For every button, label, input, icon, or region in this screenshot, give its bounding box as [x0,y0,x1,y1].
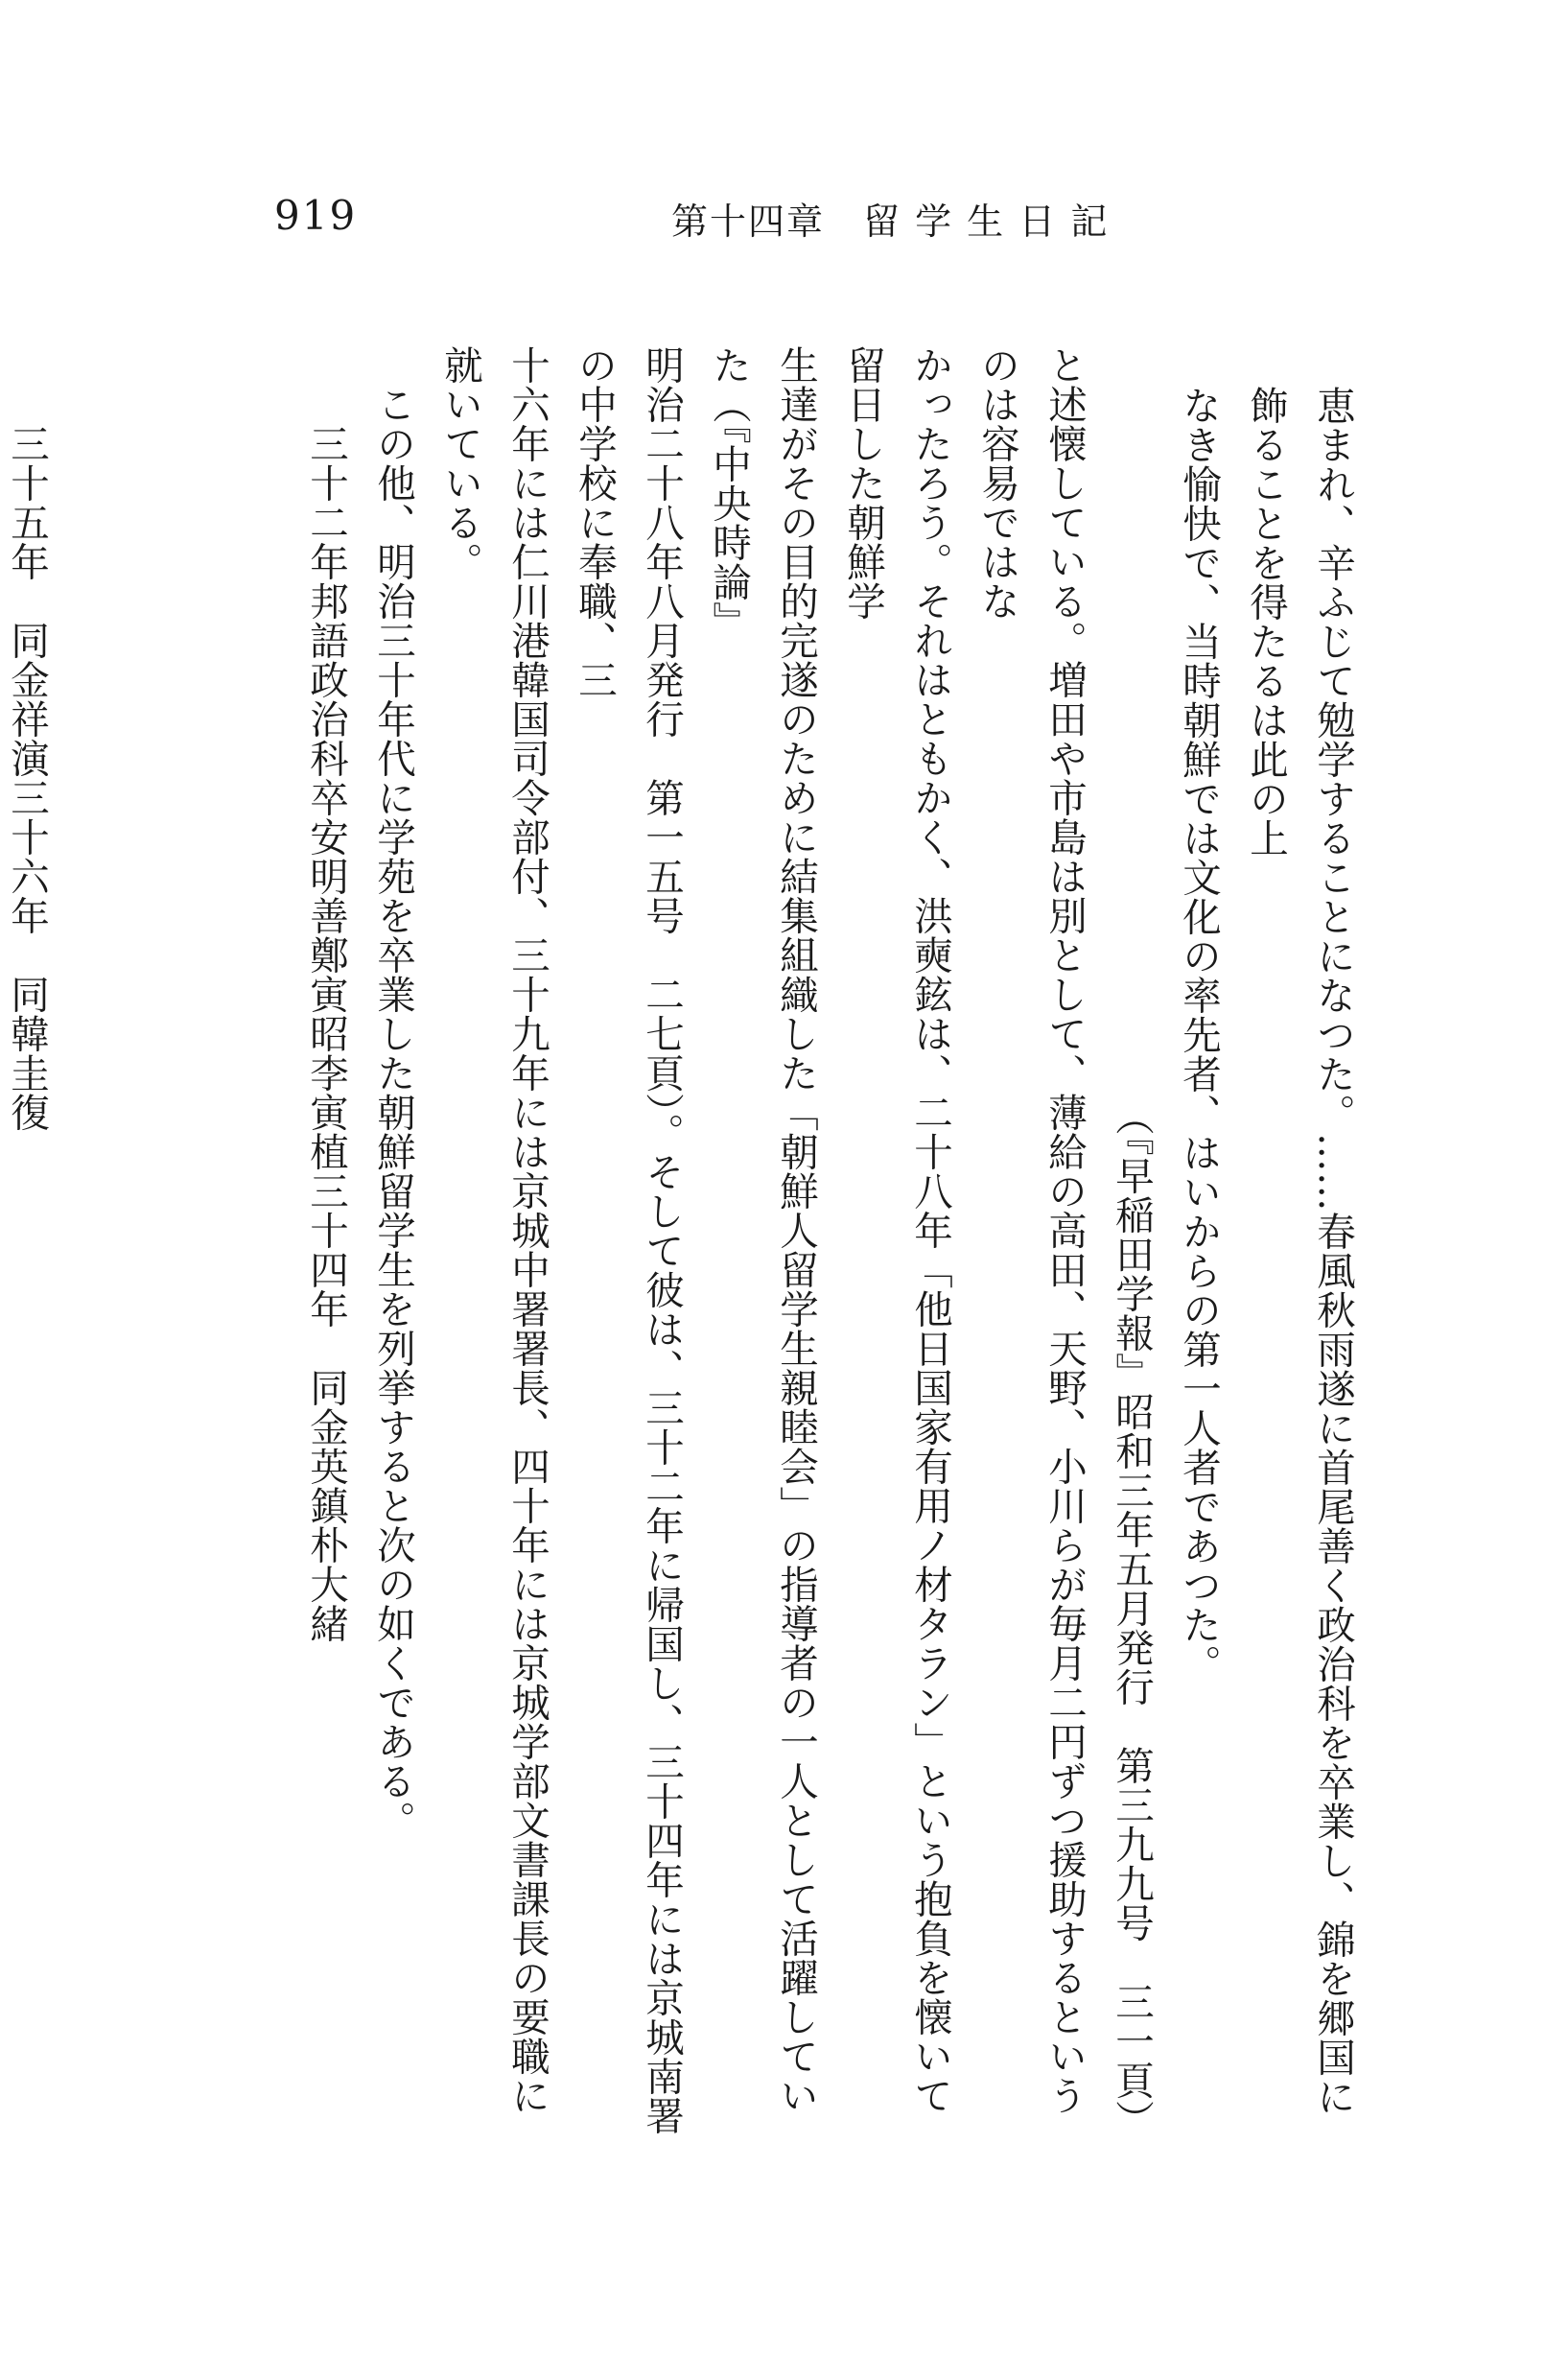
text-line: 十六年には仁川港韓国司令部付、三十九年には京城中署署長、四十年には京城学部文書課長の要職に就いている。 [437,345,550,2115]
graduate-year: 三十四年 同 [303,1171,349,1407]
text-line: と述懐している。増田や市島は別として、薄給の高田、天野、小川らが毎月二円ずつ援助するというのは容易ではな [974,345,1088,2115]
graduate-year: 三十五年 同 [4,424,50,660]
quote-line: なき愉快で、当時朝鮮では文化の率先者、はいからの第一人者であつた。 [1176,386,1222,1684]
graduate-name: 朴大緒 [303,1525,349,1643]
graduate-name: 韓圭復 [4,1014,50,1132]
body-text [4,345,1367,2139]
graduate-list [0,345,360,2139]
paragraph-2 [360,345,427,2139]
quote-citation: （『早稲田学報』昭和三年五月発行 第三九九号 三一頁） [1109,1096,1155,2139]
text-line: かったろう。それはともかく、洪奭鉉は、二十八年「他日国家有用ノ材タラン」という抱負を懐いて留日した朝鮮学 [840,345,953,2115]
graduate-year: 三十二年邦語政治科卒 [303,424,349,817]
running-head: 第十四章 留 学 生 日 記 [671,200,1110,243]
graduate-name: 李寅植 [303,1053,349,1171]
graduate-name: 金祥演 [4,660,50,778]
page-number: 919 [274,192,358,239]
graduate-name: 金英鎮 [303,1407,349,1525]
paragraph-1 [427,345,1098,2139]
graduate-row [0,424,60,2139]
text-line: 生達がその目的完遂のために結集組織した「朝鮮人留学生親睦会」の指導者の一人として活躍していた（『中央時論』 [706,345,819,2115]
graduate-year: 三十六年 同 [4,778,50,1014]
graduate-name: 鄭寅昭 [303,935,349,1053]
text-line: 明治二十八年八月発行 第一五号 二七頁）。そして彼は、三十二年に帰国し、三十四年には京城南署の中学校に奉職、三 [572,345,685,2135]
text-line: この他、明治三十年代に学苑を卒業した朝鮮留学生を列挙すると次の如くである。 [370,384,416,1840]
quote-line: 恵まれ、辛ふじて勉学することになつた。……春風秋雨遂に首尾善く政治科を卒業し、錦を郷国に飾ることを得たるは此の上 [1243,386,1356,2116]
graduate-row [60,424,360,2139]
block-quote [1098,345,1367,2139]
graduate-name: 安明善 [303,817,349,935]
